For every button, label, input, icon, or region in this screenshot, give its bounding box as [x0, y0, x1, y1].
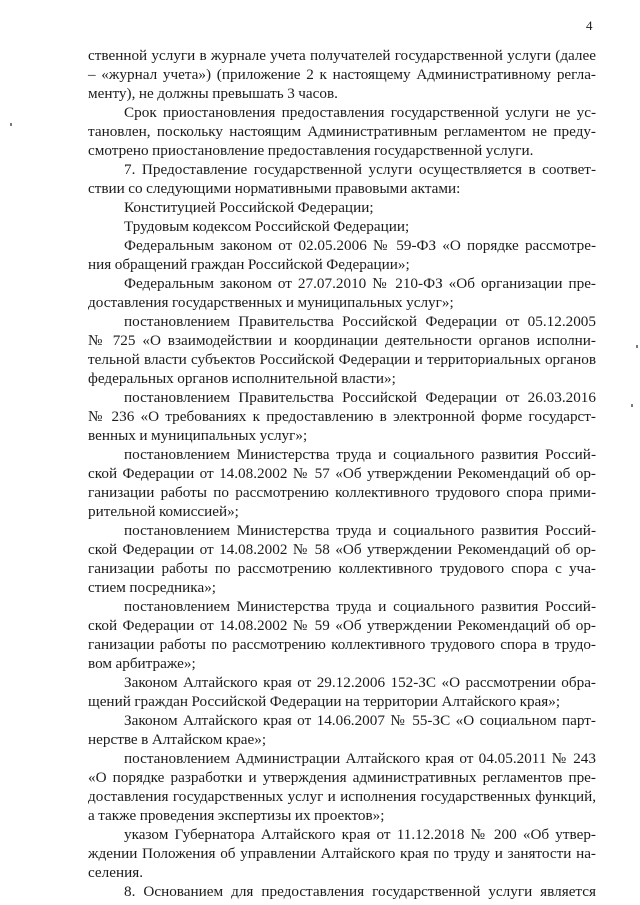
text-line: рительной комиссией»; — [88, 503, 239, 520]
text-line: Срок приостановления предоставления государственной услуги не ус- — [124, 104, 596, 121]
text-line: смотрено приостановление предоставления государственной услуги. — [88, 142, 534, 159]
document-body — [88, 46, 596, 901]
text-line: нерстве в Алтайском крае»; — [88, 731, 267, 748]
text-line: федеральных органов исполнительной власти»; — [88, 370, 396, 387]
text-line: ствии со следующими нормативными правовыми актами: — [88, 180, 461, 197]
text-line: ждении Положения об управлении Алтайского края по труду и занятости на- — [88, 845, 596, 862]
text-line: а также проведения экспертизы их проектов»; — [88, 807, 385, 824]
text-line: постановлением Министерства труда и социального развития Россий- — [124, 446, 596, 463]
text-line: ганизации работы по рассмотрению коллективного трудового спора прими- — [88, 484, 596, 501]
page-number: 4 — [586, 18, 593, 33]
text-line: 8. Основанием для предоставления государственной услуги является — [124, 883, 596, 900]
text-line: ской Федерации от 14.08.2002 № 57 «Об утверждении Рекомендаций об ор- — [88, 465, 596, 482]
scan-artifact — [631, 404, 633, 407]
text-line: ственной услуги в журнале учета получателей государственной услуги (далее — [88, 47, 596, 64]
text-line: стием посредника»; — [88, 579, 217, 596]
text-line: № 236 «О требованиях к предоставлению в электронной форме государст- — [88, 408, 596, 425]
text-line: Законом Алтайского края от 29.12.2006 152-ЗС «О рассмотрении обра- — [124, 674, 596, 691]
text-line: тельной власти субъектов Российской Федерации и территориальных органов — [88, 351, 596, 368]
text-line: доставления государственных и муниципальных услуг»; — [88, 294, 454, 311]
text-line: ской Федерации от 14.08.2002 № 58 «Об утверждении Рекомендаций об ор- — [88, 541, 596, 558]
text-line: ской Федерации от 14.08.2002 № 59 «Об утверждении Рекомендаций об ор- — [88, 617, 596, 634]
text-line: ганизации работы по рассмотрению коллективного трудового спора с уча- — [88, 560, 596, 577]
text-line: 7. Предоставление государственной услуги осуществляется в соответ- — [124, 161, 596, 178]
text-line: Трудовым кодексом Российской Федерации; — [124, 218, 410, 235]
text-line: менту), не должны превышать 3 часов. — [88, 85, 338, 102]
text-line: – «журнал учета») (приложение 2 к настоящему Административному регла- — [88, 66, 596, 83]
text-line: Федеральным законом от 27.07.2010 № 210-ФЗ «Об организации пре- — [124, 275, 596, 292]
text-line: вом арбитраже»; — [88, 655, 196, 672]
scan-artifact — [636, 345, 638, 348]
text-line: постановлением Министерства труда и социального развития Россий- — [124, 598, 596, 615]
text-line: постановлением Администрации Алтайского края от 04.05.2011 № 243 — [124, 750, 596, 767]
scan-artifact — [10, 123, 12, 126]
text-line: тановлен, поскольку настоящим Административным регламентом не преду- — [88, 123, 596, 140]
text-line: постановлением Правительства Российской Федерации от 05.12.2005 — [124, 313, 596, 330]
text-line: щений граждан Российской Федерации на территории Алтайского края»; — [88, 693, 561, 710]
text-line: ния обращений граждан Российской Федерации»; — [88, 256, 410, 273]
text-line: Конституцией Российской Федерации; — [124, 199, 374, 216]
text-line: Федеральным законом от 02.05.2006 № 59-ФЗ «О порядке рассмотре- — [124, 237, 596, 254]
text-line: селения. — [88, 864, 144, 881]
text-line: Законом Алтайского края от 14.06.2007 № 55-ЗС «О социальном парт- — [124, 712, 596, 729]
text-line: указом Губернатора Алтайского края от 11.12.2018 № 200 «Об утвер- — [124, 826, 596, 843]
text-line: ганизации работы по рассмотрению коллективного трудового спора в трудо- — [88, 636, 596, 653]
text-line: доставления государственных услуг и исполнения государственных функций, — [88, 788, 596, 805]
text-line: № 725 «О взаимодействии и координации деятельности органов исполни- — [88, 332, 596, 349]
text-line: венных и муниципальных услуг»; — [88, 427, 308, 444]
text-line: «О порядке разработки и утверждения административных регламентов пре- — [88, 769, 596, 786]
text-line: постановлением Министерства труда и социального развития Россий- — [124, 522, 596, 539]
text-line: постановлением Правительства Российской Федерации от 26.03.2016 — [124, 389, 596, 406]
